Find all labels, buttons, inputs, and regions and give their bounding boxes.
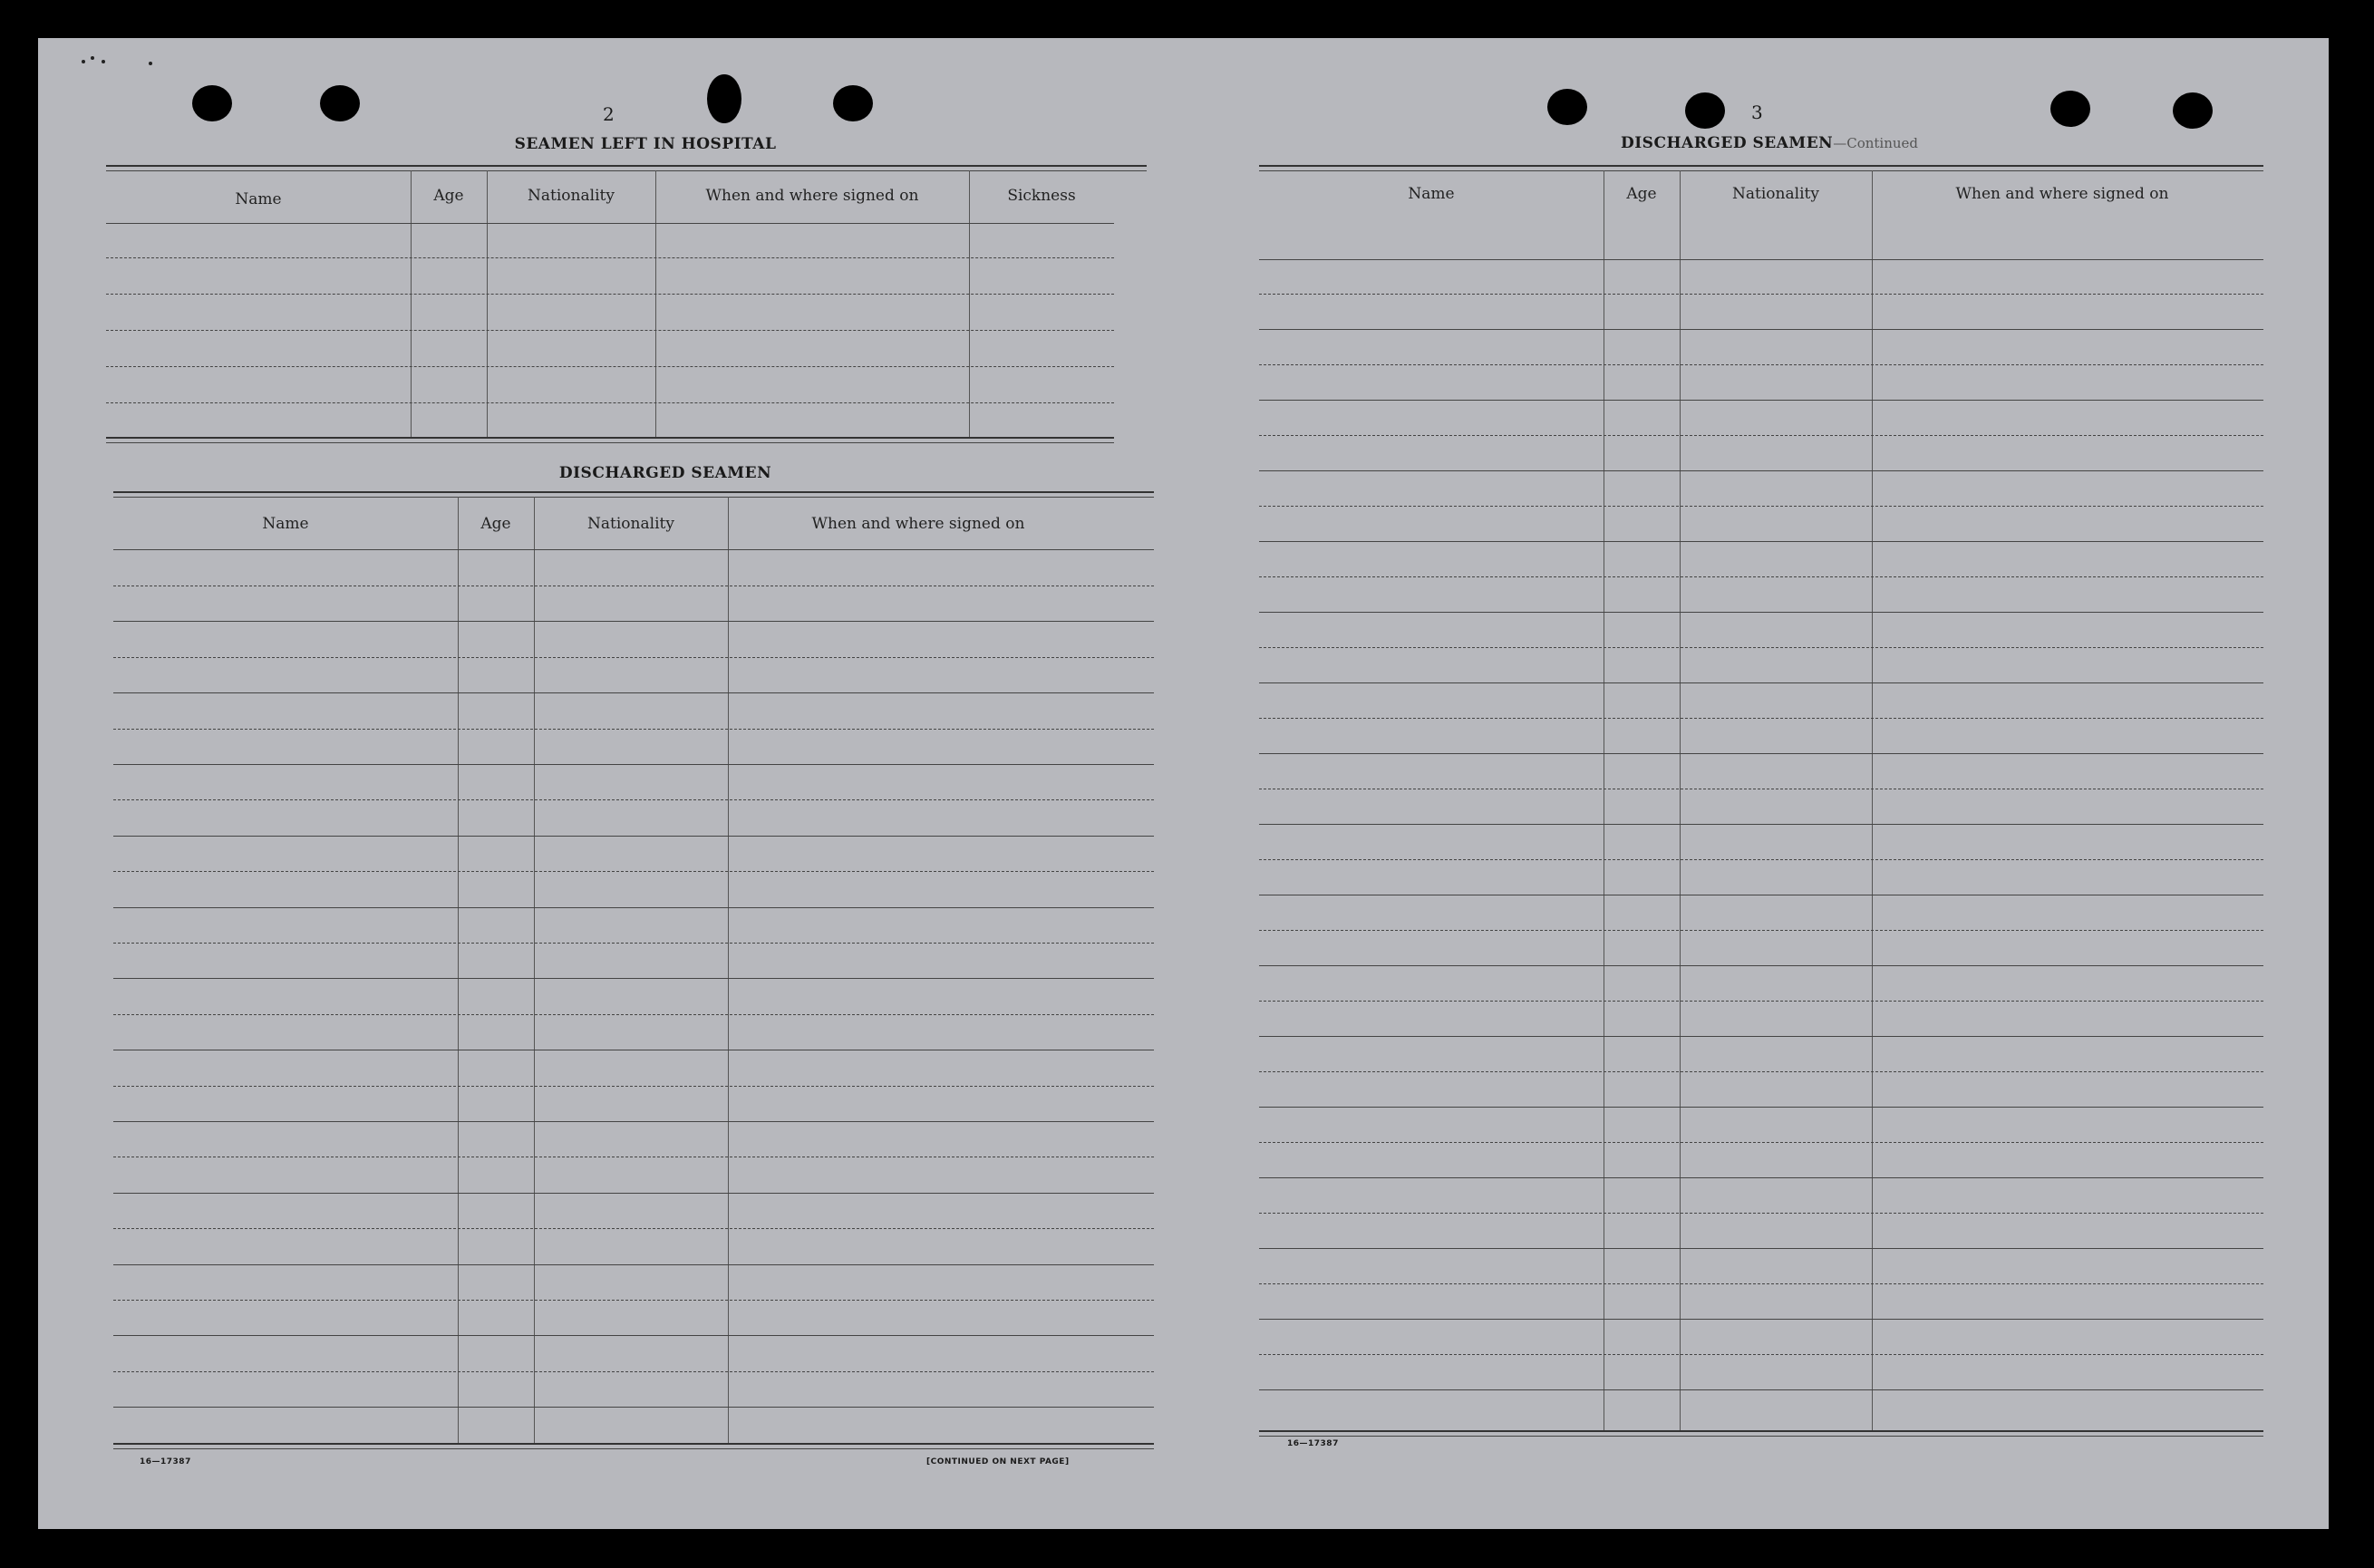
table-row-line	[1259, 1354, 2263, 1355]
table-row-line	[1259, 364, 2263, 365]
discharged-continued-title	[1516, 134, 2023, 152]
speck	[102, 60, 105, 63]
table-row-line	[1259, 1071, 2263, 1072]
speck	[149, 62, 152, 65]
table-row-line	[1259, 682, 2263, 683]
page-number-right: 3	[1751, 102, 1763, 123]
speck	[82, 60, 85, 63]
table-row-line	[1259, 718, 2263, 719]
table-row-line	[1259, 930, 2263, 931]
table-row-line	[113, 943, 1154, 944]
punch-hole	[2050, 91, 2090, 127]
table-row-line	[113, 1264, 1154, 1265]
table-row-line	[113, 729, 1154, 730]
page-number-left: 2	[603, 103, 615, 125]
table-row-line	[1259, 541, 2263, 542]
document-sheet	[38, 38, 2329, 1529]
col-header-nationality: Nationality	[528, 187, 615, 205]
col-header-age: Age	[433, 187, 464, 205]
table-row-line	[113, 621, 1154, 622]
table-row-line	[1259, 647, 2263, 648]
table-row-line	[113, 1407, 1154, 1408]
table-row-line	[1259, 329, 2263, 330]
punch-hole	[1685, 92, 1725, 129]
table-row-line	[113, 657, 1154, 658]
punch-hole	[320, 85, 360, 121]
header-divider	[113, 549, 1154, 550]
table-row-line	[1259, 1283, 2263, 1284]
punch-hole	[1547, 89, 1587, 125]
table-row-line	[1259, 400, 2263, 401]
col-header-nationality: Nationality	[587, 515, 674, 533]
discharged-table-left	[113, 491, 1154, 1497]
punch-hole	[833, 85, 873, 121]
table-row-line	[1259, 470, 2263, 471]
table-row-line	[113, 799, 1154, 800]
title-main: DISCHARGED SEAMEN	[1620, 134, 1834, 152]
table-row-line	[1259, 1248, 2263, 1249]
speck	[91, 56, 94, 60]
table-row-line	[1259, 1036, 2263, 1037]
header-divider	[1259, 259, 2263, 260]
discharged-table-right	[1259, 165, 2263, 1470]
table-row-line	[1259, 824, 2263, 825]
col-header-name: Name	[235, 190, 282, 208]
form-code-right: 16—17387	[1287, 1439, 1339, 1448]
table-row-line	[113, 1193, 1154, 1194]
table-row-line	[1259, 1213, 2263, 1214]
col-header-when-where: When and where signed on	[1955, 185, 2169, 203]
punch-hole	[192, 85, 232, 121]
table-row-line	[113, 764, 1154, 765]
table-row-line	[1259, 753, 2263, 754]
table-row-line	[113, 692, 1154, 693]
table-row-line	[1259, 1389, 2263, 1390]
table-row-line	[113, 1335, 1154, 1336]
form-code-left: 16—17387	[140, 1457, 191, 1466]
table-row-line	[113, 1086, 1154, 1087]
discharged-section-title: DISCHARGED SEAMEN	[558, 464, 772, 482]
punch-hole	[707, 74, 741, 123]
table-row-line	[1259, 965, 2263, 966]
col-header-name: Name	[262, 515, 309, 533]
col-header-sickness: Sickness	[1007, 187, 1076, 205]
col-header-name: Name	[1408, 185, 1455, 203]
hospital-table	[106, 165, 1147, 482]
punch-hole	[2173, 92, 2213, 129]
table-row-line	[113, 836, 1154, 837]
col-header-nationality: Nationality	[1732, 185, 1819, 203]
title-suffix: —Continued	[1833, 135, 1919, 151]
table-row-line	[113, 907, 1154, 908]
table-row-line	[113, 1300, 1154, 1301]
continued-note: [CONTINUED ON NEXT PAGE]	[926, 1457, 1070, 1466]
table-row-line	[1259, 1142, 2263, 1143]
col-header-when-where: When and where signed on	[705, 187, 919, 205]
table-row-line	[1259, 435, 2263, 436]
table-row-line	[113, 1014, 1154, 1015]
table-row-line	[113, 978, 1154, 979]
table-row-line	[1259, 576, 2263, 577]
table-row-line	[1259, 294, 2263, 295]
table-row-line	[113, 1121, 1154, 1122]
table-row-line	[1259, 1319, 2263, 1320]
hospital-section-title: SEAMEN LEFT IN HOSPITAL	[514, 135, 777, 153]
col-header-when-where: When and where signed on	[811, 515, 1025, 533]
table-row-line	[1259, 506, 2263, 507]
table-row-line	[1259, 1107, 2263, 1108]
table-row-line	[113, 1371, 1154, 1372]
table-row-line	[1259, 859, 2263, 860]
table-row-line	[113, 1228, 1154, 1229]
col-header-age: Age	[1626, 185, 1657, 203]
table-row-line	[1259, 612, 2263, 613]
table-row-line	[1259, 1177, 2263, 1178]
table-row-line	[113, 871, 1154, 872]
table-row-line	[1259, 1001, 2263, 1002]
col-header-age: Age	[480, 515, 511, 533]
